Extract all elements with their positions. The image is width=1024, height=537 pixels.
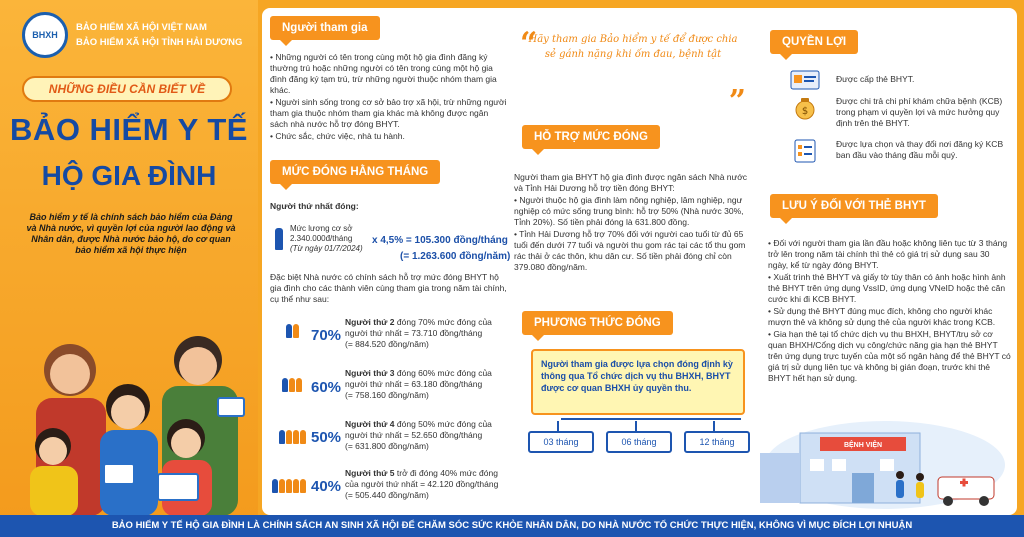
svg-text:$: $ bbox=[801, 106, 809, 117]
note-item: • Đối với người tham gia lần đầu hoặc không liên tục từ 3 tháng trở lên trong năm tài chính thì thẻ có giá trị sử dụng sau 30 ngày, kể từ ngày đóng BHYT. bbox=[768, 238, 1008, 270]
close-quote-icon: ” bbox=[728, 84, 746, 119]
base-salary-value: 2.340.000đ/tháng bbox=[290, 234, 353, 243]
payment-timeline bbox=[561, 418, 741, 420]
people-5-icon bbox=[272, 479, 307, 498]
intro-badge: NHỮNG ĐIỀU CẦN BIẾT VỀ bbox=[22, 76, 232, 102]
notes-list bbox=[768, 238, 1012, 385]
tier-4-pct: 50% bbox=[311, 429, 342, 446]
quote-text: Hãy tham gia Bảo hiểm y tế để được chia sẻ gánh nặng khi ốm đau, bệnh tật bbox=[528, 34, 738, 60]
benefit-row bbox=[790, 68, 1012, 92]
rate-first-label: Người thứ nhất đóng: bbox=[270, 201, 359, 211]
org-line-2: BẢO HIỂM XÃ HỘI TỈNH HẢI DƯƠNG bbox=[76, 37, 243, 48]
bhxh-logo: BHXH bbox=[22, 12, 68, 58]
note-item: • Xuất trình thẻ BHYT và giấy tờ tùy thân có ảnh hoặc hình ảnh thẻ BHYT trên ứng dụng VssID, ứng dụng VNeID hoặc thẻ căn cước khi đi KCB BHYT. bbox=[768, 272, 1006, 304]
payment-box: Người tham gia được lựa chọn đóng định kỳ thông qua Tổ chức dịch vụ thu BHXH, BHYT được cơ quan BHXH ủy quyền thu. bbox=[531, 349, 745, 415]
tier-2-text: Người thứ 2 đóng 70% mức đóng của người thứ nhất = 73.710 đồng/tháng (= 884.520 đồng/năm) bbox=[345, 317, 492, 349]
note-item: • Sử dụng thẻ BHYT đúng mục đích, không cho người khác mượn thẻ và không sử dụng thẻ của người khác trong KCB. bbox=[768, 306, 996, 327]
support-item: • Người thuộc hộ gia đình làm nông nghiệp, lâm nghiệp, ngư nghiệp có mức sống trung bình: hỗ trợ 50% (Nhà nước 30%, Tỉnh 20%). Số tiền phải đóng là 631.800 đồng. bbox=[514, 195, 744, 227]
people-3-icon bbox=[282, 378, 303, 397]
participants-item: • Chức sắc, chức việc, nhà tu hành. bbox=[270, 131, 405, 141]
rate-heading: MỨC ĐÓNG HẰNG THÁNG bbox=[270, 160, 440, 184]
people-2-icon bbox=[286, 324, 300, 343]
tier-5-text: Người thứ 5 trở đi đóng 40% mức đóng của người thứ nhất = 42.120 đồng/tháng (= 505.440 đồng/năm) bbox=[345, 468, 499, 500]
intro-text: Bảo hiểm y tế là chính sách bảo hiểm của Đảng và Nhà nước, vì quyền lợi của người lao động và Nhân dân, được Nhà nước bảo hộ, do cơ quan bảo hiểm xã hội thực hiện bbox=[26, 212, 236, 255]
tier-5-year: (= 505.440 đồng/năm) bbox=[345, 490, 429, 500]
base-salary-date: (Từ ngày 01/7/2024) bbox=[290, 244, 363, 253]
tier-2-pct: 70% bbox=[311, 327, 342, 344]
quote-box bbox=[514, 24, 752, 119]
hospital-sign: BỆNH VIỆN bbox=[843, 442, 883, 449]
person-icon bbox=[275, 228, 283, 250]
family-illustration bbox=[8, 278, 252, 516]
support-heading: HỖ TRỢ MỨC ĐÓNG bbox=[522, 125, 660, 149]
option-03-months: 03 tháng bbox=[528, 431, 594, 453]
benefit-row bbox=[790, 96, 1012, 129]
note-item: • Gia hạn thẻ tại tổ chức dịch vụ thu BHXH, BHYT/trụ sở cơ quan BHXH/Cổng dịch vụ công/chức năng gia hạn thẻ BHYT trên ứng dụng trực tuyến của một số ngân hàng để thẻ BHYT có giá trị sử dụng liên tục và không bị gián đoạn, trước khi thẻ BHYT hết hạn sử dụng. bbox=[768, 329, 1011, 383]
rate-formula: x 4,5% = 105.300 đồng/tháng bbox=[372, 235, 508, 246]
tier-4-year: (= 631.800 đồng/năm) bbox=[345, 441, 429, 451]
people-4-icon bbox=[279, 430, 307, 449]
tier-3-pct: 60% bbox=[311, 379, 342, 396]
rate-note: Đặc biệt Nhà nước có chính sách hỗ trợ mức đóng BHYT hộ gia đình cho các thành viên cùng tham gia trong năm tài chính, cụ thể như sau: bbox=[270, 272, 507, 304]
base-salary-label: Mức lương cơ sở bbox=[290, 224, 353, 233]
support-item: • Tỉnh Hải Dương hỗ trợ 70% đối với người cao tuổi từ đủ 65 tuổi đến dưới 77 tuổi và người thu gom rác tại các tổ thu gom rác thải ở các thôn, khu dân cư. Số tiền phải đóng chỉ còn 379.080 đồng/năm. bbox=[514, 229, 746, 272]
hospital-illustration bbox=[760, 405, 1010, 509]
notes-heading: LƯU Ý ĐỐI VỚI THẺ BHYT bbox=[770, 194, 938, 218]
support-intro: Người tham gia BHYT hộ gia đình được ngân sách Nhà nước và Tỉnh Hải Dương hỗ trợ tiền đóng BHYT: bbox=[514, 172, 748, 193]
option-12-months: 12 tháng bbox=[684, 431, 750, 453]
option-06-months: 06 tháng bbox=[606, 431, 672, 453]
checklist-icon bbox=[790, 139, 820, 163]
support-text bbox=[514, 172, 754, 274]
org-line-1: BẢO HIỂM XÃ HỘI VIỆT NAM bbox=[76, 22, 207, 33]
main-title-line-1: BẢO HIỂM Y TẾ bbox=[10, 112, 248, 147]
benefit-text: Được cấp thẻ BHYT. bbox=[836, 74, 915, 84]
tier-2-year: (= 884.520 đồng/năm) bbox=[345, 339, 429, 349]
org-header bbox=[22, 12, 242, 58]
participants-item: • Những người có tên trong cùng một hộ gia đình đăng ký thường trú hoặc những người có tên trong cùng một hộ gia đình đăng ký tạm trú, trừ những người thuộc nhóm tham gia khác. bbox=[270, 52, 497, 95]
benefits-heading: QUYỀN LỢI bbox=[770, 30, 858, 54]
participants-heading: Người tham gia bbox=[270, 16, 380, 40]
tier-3-year: (= 758.160 đồng/năm) bbox=[345, 390, 429, 400]
benefit-text: Được chi trả chi phí khám chữa bệnh (KCB) trong phạm vi quyền lợi và mức hưởng quy định trên thẻ BHYT. bbox=[836, 96, 1003, 128]
money-bag-icon bbox=[790, 96, 820, 120]
participants-item: • Người sinh sống trong cơ sở bảo trợ xã hội, trừ những người tham gia thuộc nhóm tham gia khác mà không được ngân sách nhà nước hỗ trợ đóng BHYT. bbox=[270, 97, 507, 129]
payment-heading: PHƯƠNG THỨC ĐÓNG bbox=[522, 311, 673, 335]
left-banner bbox=[0, 0, 258, 537]
benefit-text: Được lựa chọn và thay đổi nơi đăng ký KCB ban đầu vào tháng đầu mỗi quý. bbox=[836, 139, 1004, 160]
benefit-row bbox=[790, 139, 1012, 163]
tier-3-text: Người thứ 3 đóng 60% mức đóng của người thứ nhất = 63.180 đồng/tháng (= 758.160 đồng/năm) bbox=[345, 368, 492, 400]
open-quote-icon: “ bbox=[520, 26, 538, 61]
rate-yearly: (= 1.263.600 đồng/năm) bbox=[400, 251, 511, 262]
main-title-line-2: HỘ GIA ĐÌNH bbox=[41, 160, 217, 191]
card-icon bbox=[790, 68, 820, 92]
tier-5-pct: 40% bbox=[311, 478, 342, 495]
tier-4-text: Người thứ 4 đóng 50% mức đóng của người thứ nhất = 52.650 đồng/tháng (= 631.800 đồng/năm) bbox=[345, 419, 492, 451]
participants-list bbox=[270, 52, 508, 143]
footer-banner: BẢO HIỂM Y TẾ HỘ GIA ĐÌNH LÀ CHÍNH SÁCH AN SINH XÃ HỘI ĐỂ CHĂM SÓC SỨC KHỎE NHÂN DÂN, DO NHÀ NƯỚC TỔ CHỨC THỰC HIỆN, KHÔNG VÌ MỤC ĐÍCH LỢI NHUẬN bbox=[0, 515, 1024, 537]
